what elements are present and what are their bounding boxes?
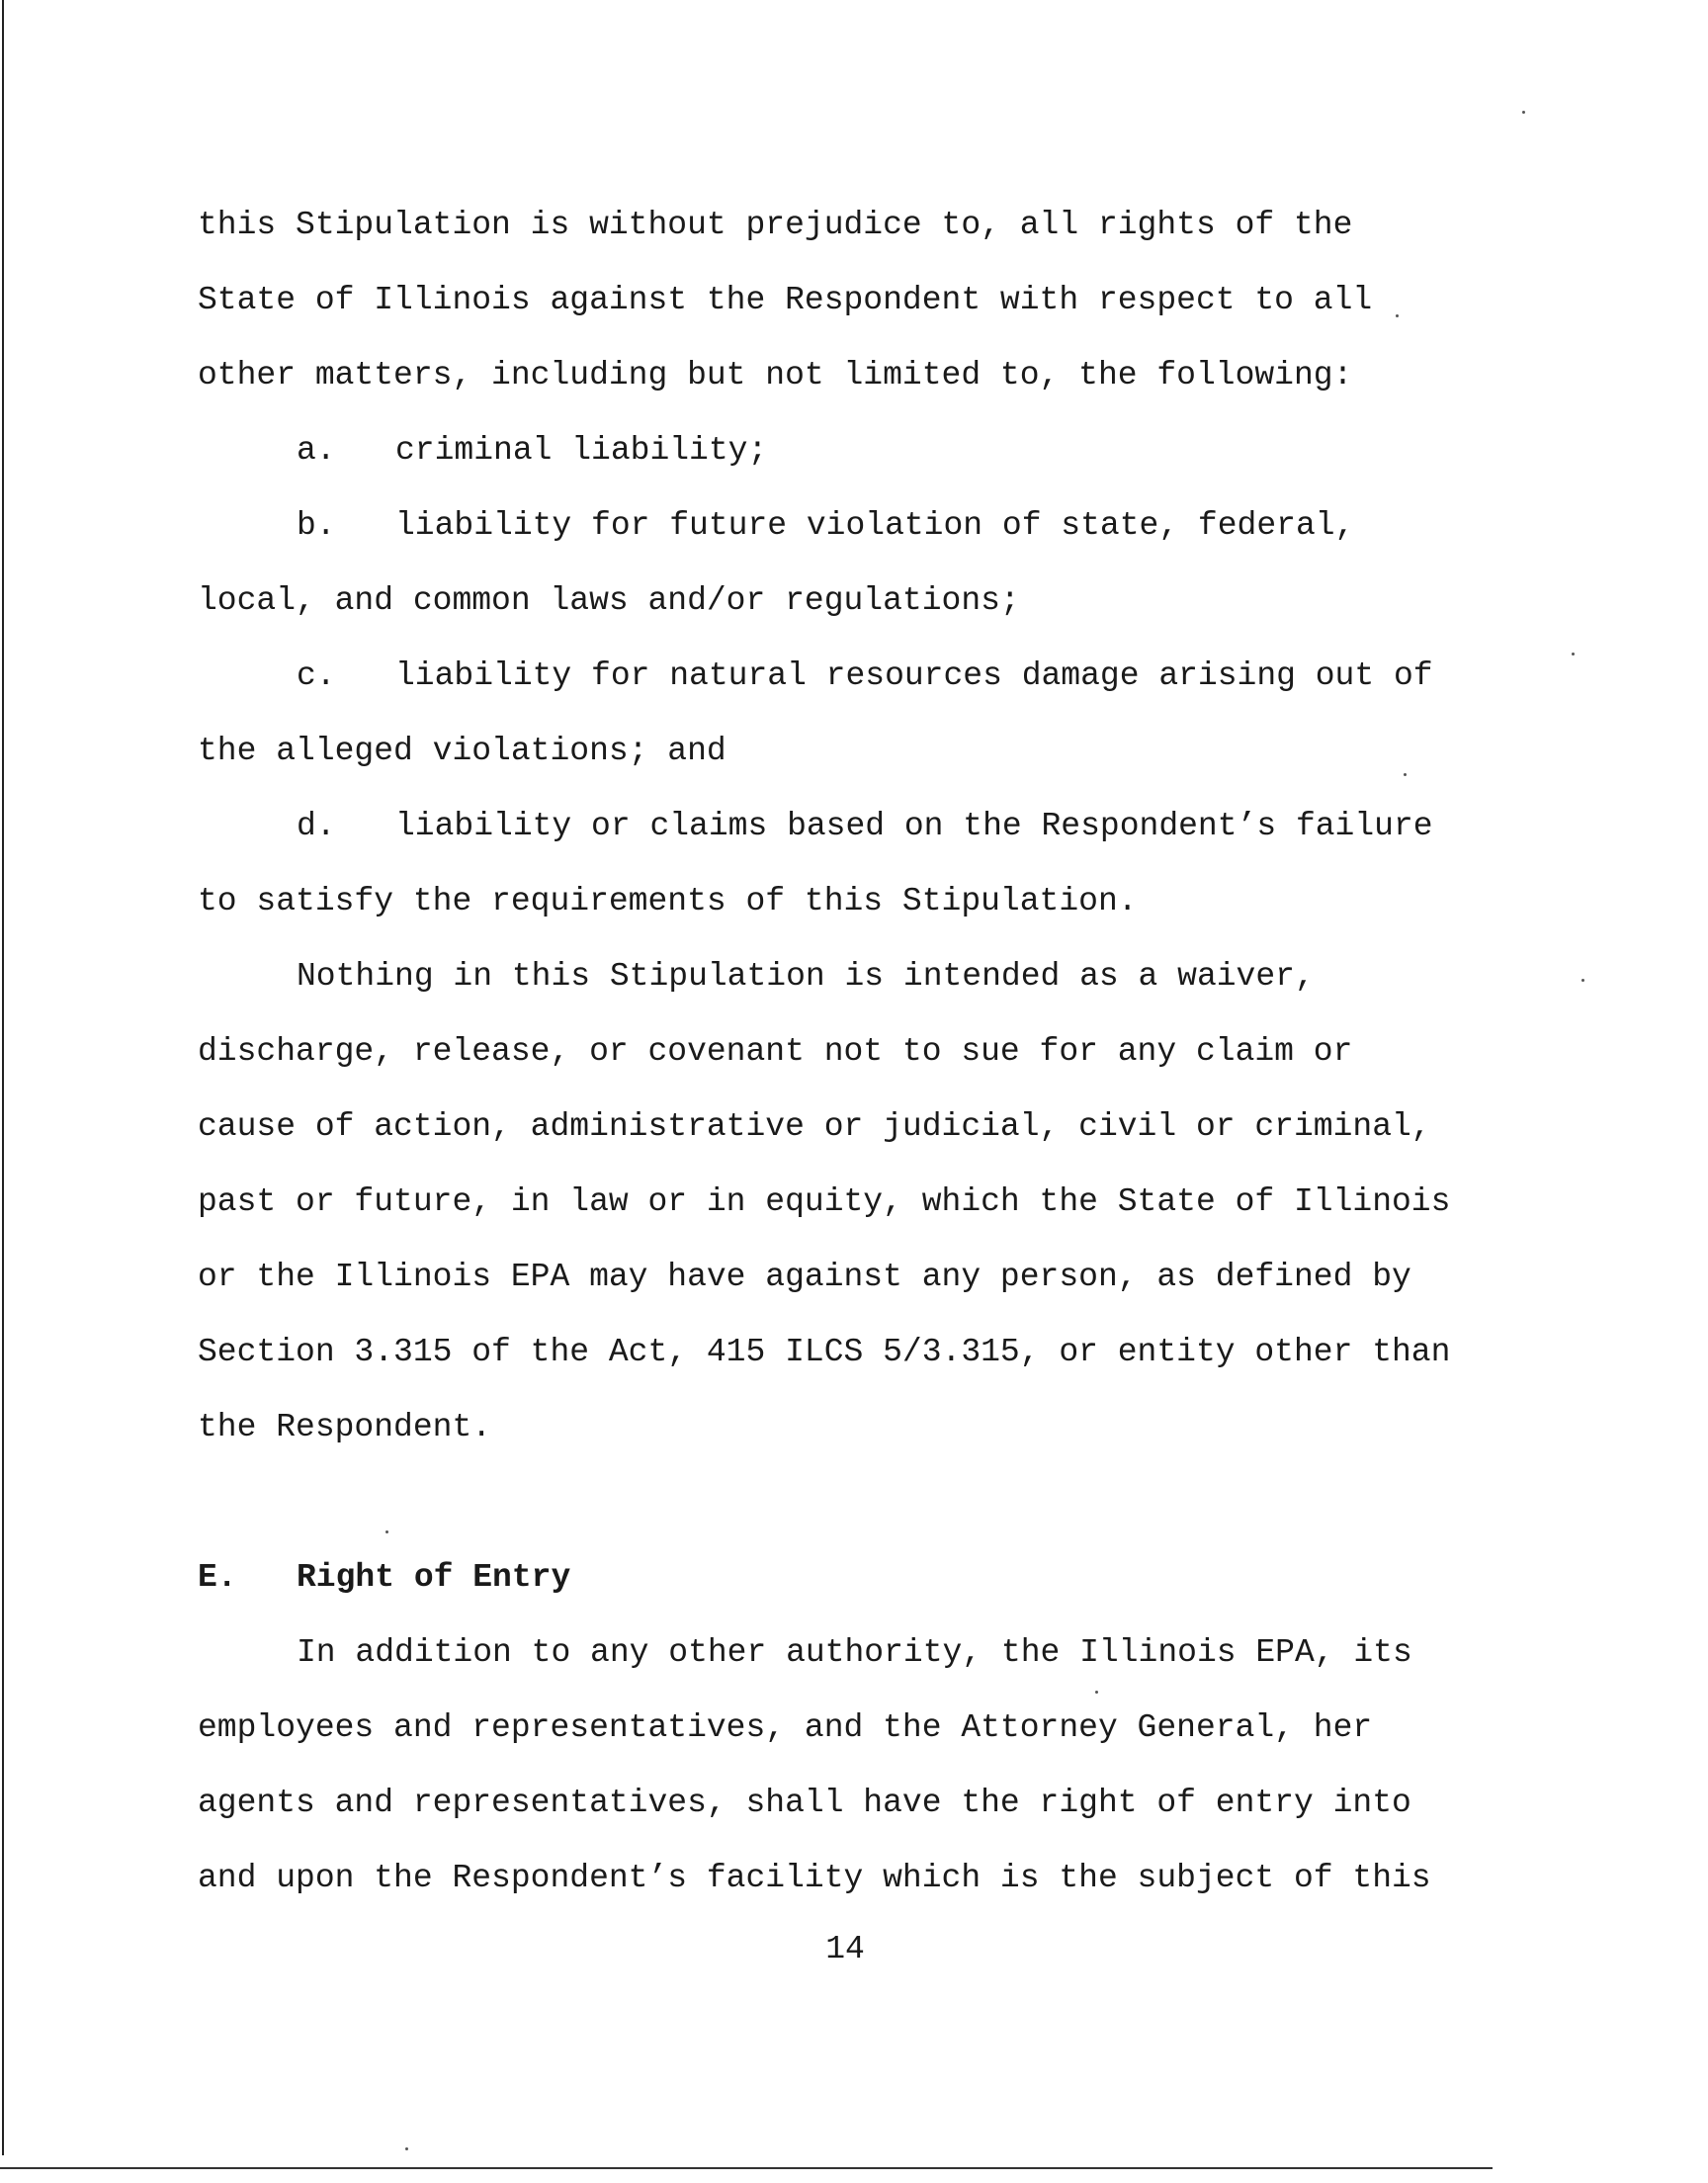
text-line: or the Illinois EPA may have against any person, as defined by (198, 1259, 1411, 1295)
scan-speck (385, 1530, 388, 1533)
list-item-a (297, 431, 767, 471)
text-line: In addition to any other authority, the Illinois EPA, its (297, 1634, 1412, 1671)
text-line: and upon the Respondent’s facility which is the subject of this (198, 1860, 1431, 1896)
list-item-text: liability for natural resources damage arising out of (395, 657, 1433, 694)
list-item-b (297, 506, 1354, 546)
text-line: past or future, in law or in equity, which the State of Illinois (198, 1183, 1451, 1220)
scan-edge-left (2, 0, 4, 2155)
list-marker: d. (297, 808, 336, 844)
list-item-c (297, 656, 1433, 696)
scan-speck (1404, 773, 1407, 776)
text-line: State of Illinois against the Respondent with respect to all (198, 282, 1373, 318)
text-line: discharge, release, or covenant not to sue for any claim or (198, 1033, 1353, 1070)
page-number: 14 (825, 1931, 865, 1967)
text-line: local, and common laws and/or regulations; (198, 582, 1020, 619)
text-line: to satisfy the requirements of this Stipulation. (198, 883, 1138, 919)
scan-edge-bottom (0, 2167, 1493, 2169)
scan-speck (1095, 1691, 1098, 1694)
list-marker: a. (297, 432, 336, 469)
list-item-text: liability for future violation of state, federal, (395, 507, 1355, 544)
scan-speck (1572, 653, 1575, 655)
text-line: other matters, including but not limited to, the following: (198, 357, 1353, 393)
text-line: this Stipulation is without prejudice to, all rights of the (198, 207, 1353, 243)
text-line: employees and representatives, and the Attorney General, her (198, 1709, 1373, 1746)
list-item-d (297, 807, 1433, 846)
list-item-text: liability or claims based on the Respondent’s failure (395, 808, 1433, 844)
scan-speck (405, 2147, 408, 2150)
scan-speck (1522, 111, 1525, 114)
list-item-text: criminal liability; (395, 432, 768, 469)
list-marker: b. (297, 507, 336, 544)
text-line: Nothing in this Stipulation is intended as a waiver, (297, 958, 1315, 995)
text-line: agents and representatives, shall have the right of entry into (198, 1785, 1411, 1821)
section-heading (198, 1558, 570, 1598)
text-line: the Respondent. (198, 1409, 492, 1445)
list-marker: c. (297, 657, 336, 694)
section-marker: E. (198, 1559, 237, 1596)
text-line: Section 3.315 of the Act, 415 ILCS 5/3.315, or entity other than (198, 1334, 1451, 1370)
text-line: the alleged violations; and (198, 733, 726, 769)
section-title: Right of Entry (297, 1559, 571, 1596)
scan-speck (1396, 314, 1399, 317)
text-line: cause of action, administrative or judicial, civil or criminal, (198, 1108, 1431, 1145)
scan-speck (1581, 979, 1584, 982)
